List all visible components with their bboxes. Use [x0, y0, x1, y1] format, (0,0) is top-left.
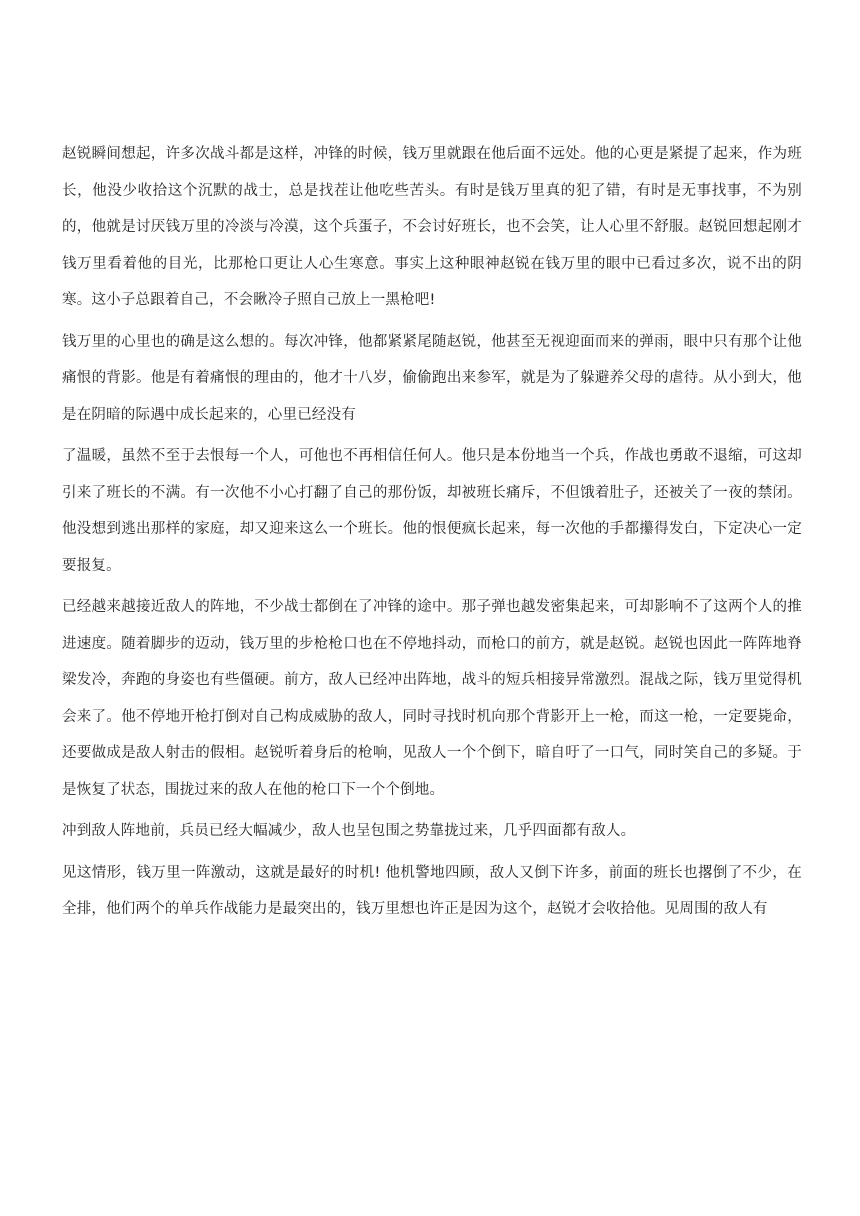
document-page [62, 136, 802, 928]
paragraph-6: 见这情形，钱万里一阵激动，这就是最好的时机! 他机警地四顾，敌人又倒下许多，前面的班长也撂倒了不少，在全排，他们两个的单兵作战能力是最突出的，钱万里想也许正是因为这个，赵锐才会收拾他。见周围的敌人有 [62, 864, 802, 917]
paragraph-4: 已经越来越接近敌人的阵地，不少战士都倒在了冲锋的途中。那子弹也越发密集起来，可却影响不了这两个人的推进速度。随着脚步的迈动，钱万里的步枪枪口也在不停地抖动，而枪口的前方，就是赵锐。赵锐也因此一阵阵地脊梁发冷，奔跑的身姿也有些僵硬。前方，敌人已经冲出阵地，战斗的短兵相接异常激烈。混战之际，钱万里觉得机会来了。他不停地开枪打倒对自己构成威胁的敌人，同时寻找时机向那个背影开上一枪，而这一枪，一定要毙命，还要做成是敌人射击的假相。赵锐听着身后的枪响，见敌人一个个倒下，暗自吁了一口气，同时笑自己的多疑。于是恢复了状态，围拢过来的敌人在他的枪口下一个个倒地。 [62, 599, 802, 798]
paragraph-5: 冲到敌人阵地前，兵员已经大幅减少，敌人也呈包围之势靠拢过来，几乎四面都有敌人。 [62, 823, 636, 839]
paragraph-2: 钱万里的心里也的确是这么想的。每次冲锋，他都紧紧尾随赵锐，他甚至无视迎面而来的弹雨，眼中只有那个让他痛恨的背影。他是有着痛恨的理由的，他才十八岁，偷偷跑出来参军，就是为了躲避养父母的虐待。从小到大，他是在阴暗的际遇中成长起来的，心里已经没有 [62, 333, 802, 423]
paragraph-1: 赵锐瞬间想起，许多次战斗都是这样，冲锋的时候，钱万里就跟在他后面不远处。他的心更是紧提了起来，作为班长，他没少收拾这个沉默的战士，总是找茬让他吃些苦头。有时是钱万里真的犯了错，有时是无事找事，不为别的，他就是讨厌钱万里的冷淡与冷漠，这个兵蛋子，不会讨好班长，也不会笑，让人心里不舒服。赵锐回想起刚才钱万里看着他的目光，比那枪口更让人心生寒意。事实上这种眼神赵锐在钱万里的眼中已看过多次，说不出的阴寒。这小子总跟着自己，不会瞅冷子照自己放上一黑枪吧! [62, 146, 802, 308]
paragraph-3: 了温暖，虽然不至于去恨每一个人，可他也不再相信任何人。他只是本份地当一个兵，作战也勇敢不退缩，可这却引来了班长的不满。有一次他不小心打翻了自己的那份饭，却被班长痛斥，不但饿着肚子，还被关了一夜的禁闭。他没想到逃出那样的家庭，却又迎来这么一个班长。他的恨便疯长起来，每一次他的手都攥得发白，下定决心一定要报复。 [62, 448, 802, 574]
